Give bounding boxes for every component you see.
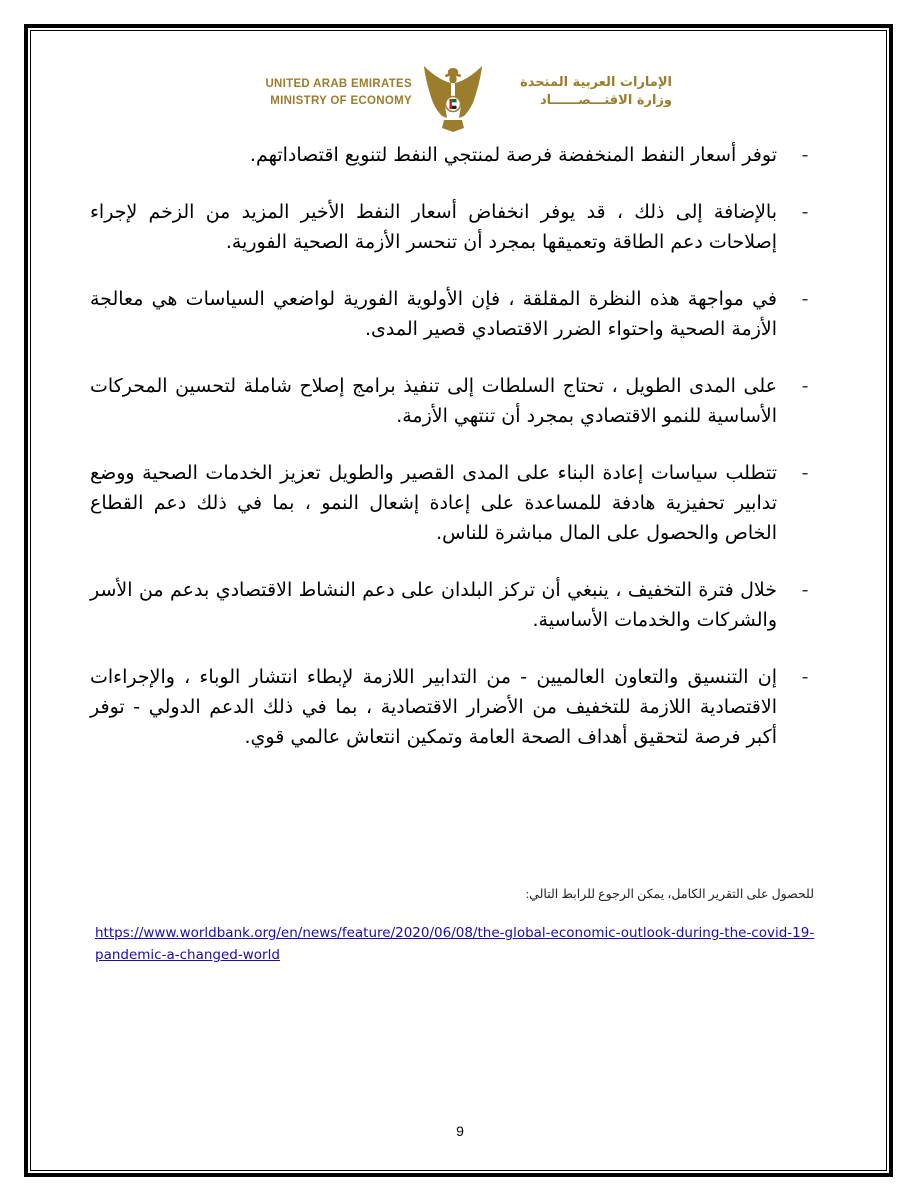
list-item (90, 662, 815, 752)
bullet-dash: - (801, 579, 809, 601)
list-item-text: إن التنسيق والتعاون العالميين - من التدابير اللازمة لإبطاء انتشار الوباء ، والإجراءات الاقتصادية اللازمة للتخفيف من الأضرار الاقتصادية ، بما في ذلك الدعم الدولي - توفر أكبر فرصة لتحقيق أهداف الصحة العامة وتمكين انتعاش عالمي قوي. (90, 666, 777, 748)
letterhead (0, 62, 919, 132)
list-item (90, 284, 815, 344)
bullet-list (90, 140, 815, 779)
page-number: 9 (456, 1123, 464, 1139)
list-item (90, 140, 815, 170)
letterhead-english-line2: MINISTRY OF ECONOMY (270, 95, 412, 107)
letterhead-english (252, 76, 412, 110)
bullet-dash: - (801, 666, 809, 688)
report-link[interactable]: https://www.worldbank.org/en/news/feature/2020/06/08/the-global-economic-outlook-during-the-covid-19-pandemic-a-changed-world (95, 925, 815, 963)
list-item (90, 575, 815, 635)
list-item-text: توفر أسعار النفط المنخفضة فرصة لمنتجي النفط لتنويع اقتصاداتهم. (249, 144, 777, 166)
letterhead-arabic-line2: وزارة الاقتـــصــــــاد (539, 93, 672, 108)
bullet-dash: - (801, 375, 809, 397)
list-item-text: خلال فترة التخفيف ، ينبغي أن تركز البلدان على دعم النشاط الاقتصادي بدعم من الأسر والشركات والخدمات الأساسية. (90, 579, 777, 631)
list-item (90, 371, 815, 431)
list-item-text: بالإضافة إلى ذلك ، قد يوفر انخفاض أسعار النفط الأخير المزيد من الزخم لإجراء إصلاحات دعم الطاقة وتعميقها بمجرد أن تنحسر الأزمة الصحية الفورية. (90, 201, 777, 253)
list-item-text: على المدى الطويل ، تحتاج السلطات إلى تنفيذ برامج إصلاح شاملة لتحسين المحركات الأساسية للنمو الاقتصادي بمجرد أن تنتهي الأزمة. (90, 375, 777, 427)
bullet-dash: - (801, 462, 809, 484)
bullet-dash: - (801, 201, 809, 223)
letterhead-arabic (492, 74, 672, 110)
report-note: للحصول على التقرير الكامل، يمكن الرجوع للرابط التالي: (525, 887, 814, 901)
list-item-text: تتطلب سياسات إعادة البناء على المدى القصير والطويل تعزيز الخدمات الصحية ووضع تدابير تحفيزية هادفة للمساعدة على إعادة إشعال النمو ، بما في ذلك دعم القطاع الخاص والحصول على المال مباشرة للناس. (90, 462, 777, 544)
letterhead-english-line1: UNITED ARAB EMIRATES (265, 78, 412, 90)
list-item (90, 458, 815, 548)
uae-falcon-emblem-icon (420, 62, 486, 134)
bullet-dash: - (801, 288, 809, 310)
letterhead-arabic-line1: الإمارات العربية المتحدة (520, 75, 672, 90)
list-item-text: في مواجهة هذه النظرة المقلقة ، فإن الأولوية الفورية لواضعي السياسات هي معالجة الأزمة الصحية واحتواء الضرر الاقتصادي قصير المدى. (90, 288, 777, 340)
bullet-dash: - (801, 144, 809, 166)
list-item (90, 197, 815, 257)
